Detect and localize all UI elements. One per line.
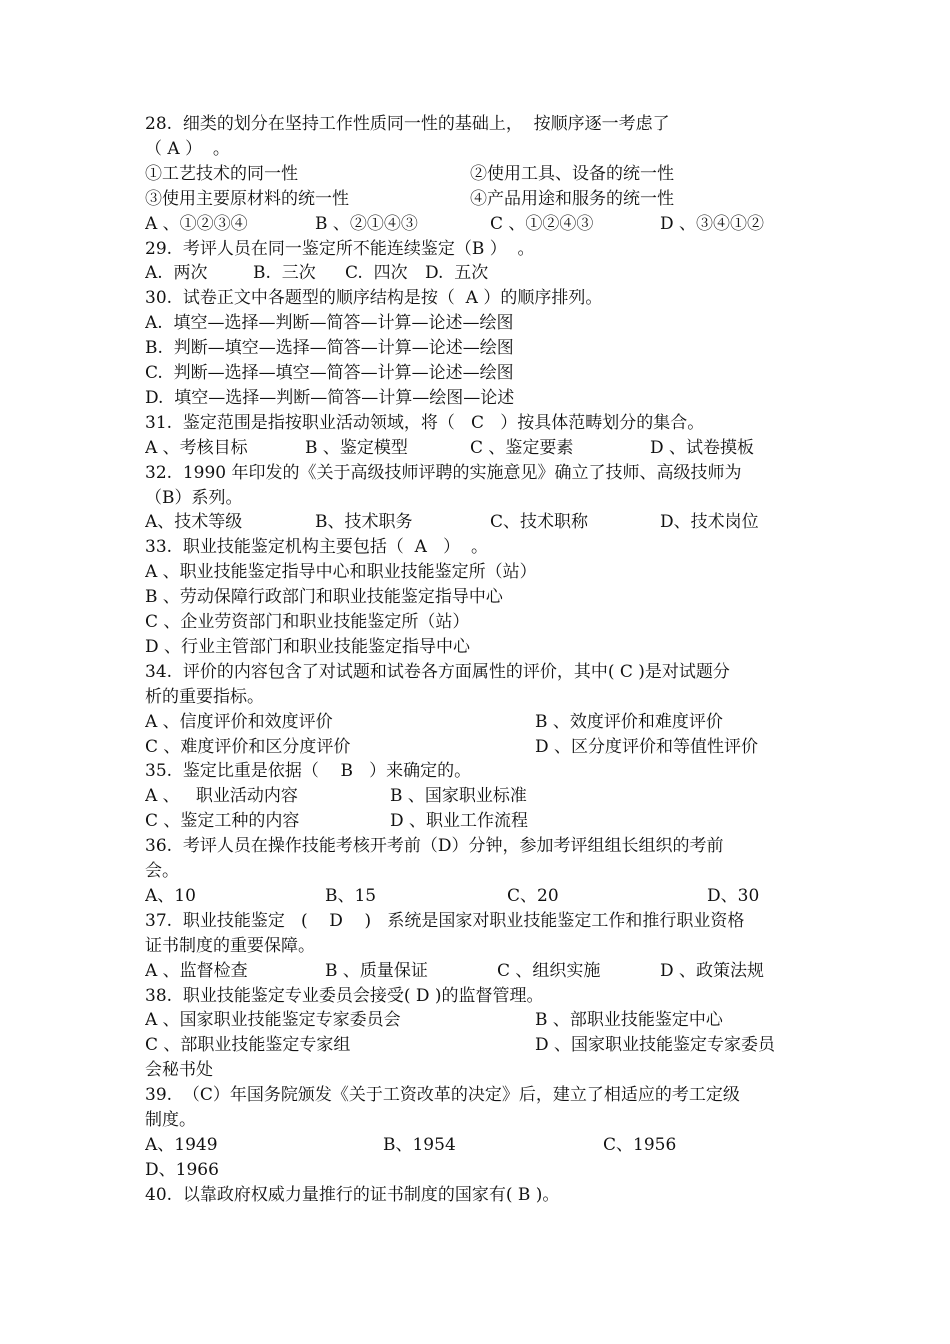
- option-item: A 、 职业活动内容: [145, 786, 298, 807]
- option-item: B 、部职业技能鉴定中心: [535, 1010, 723, 1031]
- option-item: A. 填空—选择—判断—简答—计算—论述—绘图: [145, 313, 514, 334]
- option-item: C. 四次: [345, 263, 408, 284]
- option-item: D 、行业主管部门和职业技能鉴定指导中心: [145, 636, 471, 657]
- option-item: C 、部职业技能鉴定专家组: [145, 1035, 351, 1056]
- option-row: [145, 261, 810, 286]
- option-item: D 、③④①②: [660, 213, 765, 234]
- option-item: B、技术职务: [315, 512, 413, 533]
- question-stem: 析的重要指标。: [145, 686, 264, 707]
- option-item: A 、信度评价和效度评价: [145, 711, 333, 732]
- option-row: [145, 1033, 810, 1058]
- option-item: B、1954: [383, 1134, 456, 1155]
- option-row: [145, 635, 810, 660]
- option-item: B 、劳动保障行政部门和职业技能鉴定指导中心: [145, 587, 503, 608]
- option-row: [145, 510, 810, 535]
- option-row: [145, 162, 810, 187]
- question-stem: 37. 职业技能鉴定 ( D ) 系统是国家对职业技能鉴定工作和推行职业资格: [145, 910, 745, 931]
- option-row: [145, 361, 810, 386]
- option-row: [145, 1058, 810, 1083]
- option-item: D、30: [707, 885, 760, 906]
- question-stem: 33. 职业技能鉴定机构主要包括（ A ） 。: [145, 537, 488, 558]
- option-item: C. 判断—选择—填空—简答—计算—论述—绘图: [145, 363, 514, 383]
- option-row: [145, 212, 810, 237]
- question-stem: 30. 试卷正文中各题型的顺序结构是按（ A ）的顺序排列。: [145, 288, 603, 309]
- option-item: B、15: [325, 885, 377, 906]
- option-item: D 、职业工作流程: [390, 811, 529, 832]
- option-item: A 、监督检查: [145, 960, 248, 981]
- question-stem: 28. 细类的划分在坚持工作性质同一性的基础上， 按顺序逐一考虑了: [145, 114, 670, 134]
- option-row: [145, 884, 810, 909]
- option-item: C、技术职称: [490, 512, 589, 533]
- option-item: ④产品用途和服务的统一性: [470, 188, 674, 209]
- option-item: C 、企业劳资部门和职业技能鉴定所（站）: [145, 612, 470, 632]
- option-item: B 、国家职业标准: [390, 786, 527, 807]
- question-stem: 32. 1990 年印发的《关于高级技师评聘的实施意见》确立了技师、高级技师为: [145, 462, 742, 483]
- option-row: [145, 386, 810, 411]
- question-stem: 38. 职业技能鉴定专业委员会接受( D )的监督管理。: [145, 985, 544, 1006]
- option-item: A 、国家职业技能鉴定专家委员会: [145, 1010, 401, 1031]
- option-item: B 、质量保证: [325, 960, 428, 981]
- option-row: [145, 710, 810, 735]
- question-stem: 40. 以靠政府权威力量推行的证书制度的国家有( B )。: [145, 1184, 560, 1205]
- option-item: A 、职业技能鉴定指导中心和职业技能鉴定所（站）: [145, 562, 537, 583]
- option-item: D 、政策法规: [660, 960, 765, 981]
- option-row: [145, 585, 810, 610]
- option-row: [145, 1133, 810, 1158]
- option-item: A 、考核目标: [145, 437, 248, 458]
- option-item: A、10: [145, 885, 196, 906]
- option-row: [145, 809, 810, 834]
- option-item: C 、难度评价和区分度评价: [145, 736, 351, 757]
- question-stem: 34. 评价的内容包含了对试题和试卷各方面属性的评价，其中( C )是对试题分: [145, 661, 730, 682]
- question-stem: 31. 鉴定范围是指按职业活动领域，将（ C ）按具体范畴划分的集合。: [145, 412, 705, 433]
- option-item: B. 三次: [253, 263, 316, 284]
- option-item: B 、效度评价和难度评价: [535, 711, 723, 732]
- option-item: B. 判断—填空—选择—简答—计算—论述—绘图: [145, 338, 514, 359]
- option-row: [145, 187, 810, 212]
- option-item: D 、区分度评价和等值性评价: [535, 736, 759, 757]
- option-item: C 、鉴定工种的内容: [145, 811, 300, 832]
- option-row: [145, 959, 810, 984]
- question-stem: （ A ） 。: [145, 138, 230, 159]
- question-stem: 39. （C）年国务院颁发《关于工资改革的决定》后，建立了相适应的考工定级: [145, 1085, 740, 1106]
- option-item: C 、鉴定要素: [470, 437, 574, 458]
- option-item: D 、试卷摸板: [650, 437, 755, 458]
- option-row: [145, 560, 810, 585]
- option-row: [145, 735, 810, 760]
- option-item: D、1966: [145, 1159, 219, 1180]
- option-row: [145, 784, 810, 809]
- option-item: A. 两次: [145, 263, 208, 284]
- option-item: ②使用工具、设备的统一性: [470, 163, 674, 184]
- option-item: A、技术等级: [145, 512, 243, 533]
- option-row: [145, 311, 810, 336]
- question-stem: 会。: [145, 861, 179, 881]
- question-stem: 证书制度的重要保障。: [145, 935, 315, 956]
- option-item: D. 五次: [425, 263, 489, 284]
- option-item: C、1956: [603, 1134, 677, 1155]
- question-stem: 制度。: [145, 1110, 196, 1130]
- option-item: B 、鉴定模型: [305, 437, 408, 458]
- option-item: ①工艺技术的同一性: [145, 163, 298, 184]
- option-row: [145, 610, 810, 635]
- question-stem: 36. 考评人员在操作技能考核开考前（D）分钟，参加考评组组长组织的考前: [145, 836, 724, 857]
- option-row: [145, 436, 810, 461]
- option-item: B 、②①④③: [315, 213, 418, 234]
- option-row: [145, 1008, 810, 1033]
- question-stem: 29. 考评人员在同一鉴定所不能连续鉴定（B ） 。: [145, 238, 535, 259]
- option-item: C 、组织实施: [497, 960, 601, 981]
- option-item: C 、①②④③: [490, 213, 594, 234]
- option-item: D、技术岗位: [660, 512, 759, 533]
- option-item: A、1949: [145, 1134, 218, 1155]
- option-row: [145, 336, 810, 361]
- option-item: 会秘书处: [145, 1060, 213, 1081]
- option-item: ③使用主要原材料的统一性: [145, 188, 349, 209]
- question-stem: （B）系列。: [145, 487, 243, 508]
- question-stem: 35. 鉴定比重是依据（ B ）来确定的。: [145, 761, 472, 782]
- option-row: [145, 1158, 810, 1183]
- option-item: A 、①②③④: [145, 213, 248, 234]
- option-item: D. 填空—选择—判断—简答—计算—绘图—论述: [145, 387, 515, 408]
- option-item: D 、国家职业技能鉴定专家委员: [535, 1035, 776, 1056]
- option-item: C、20: [507, 885, 559, 906]
